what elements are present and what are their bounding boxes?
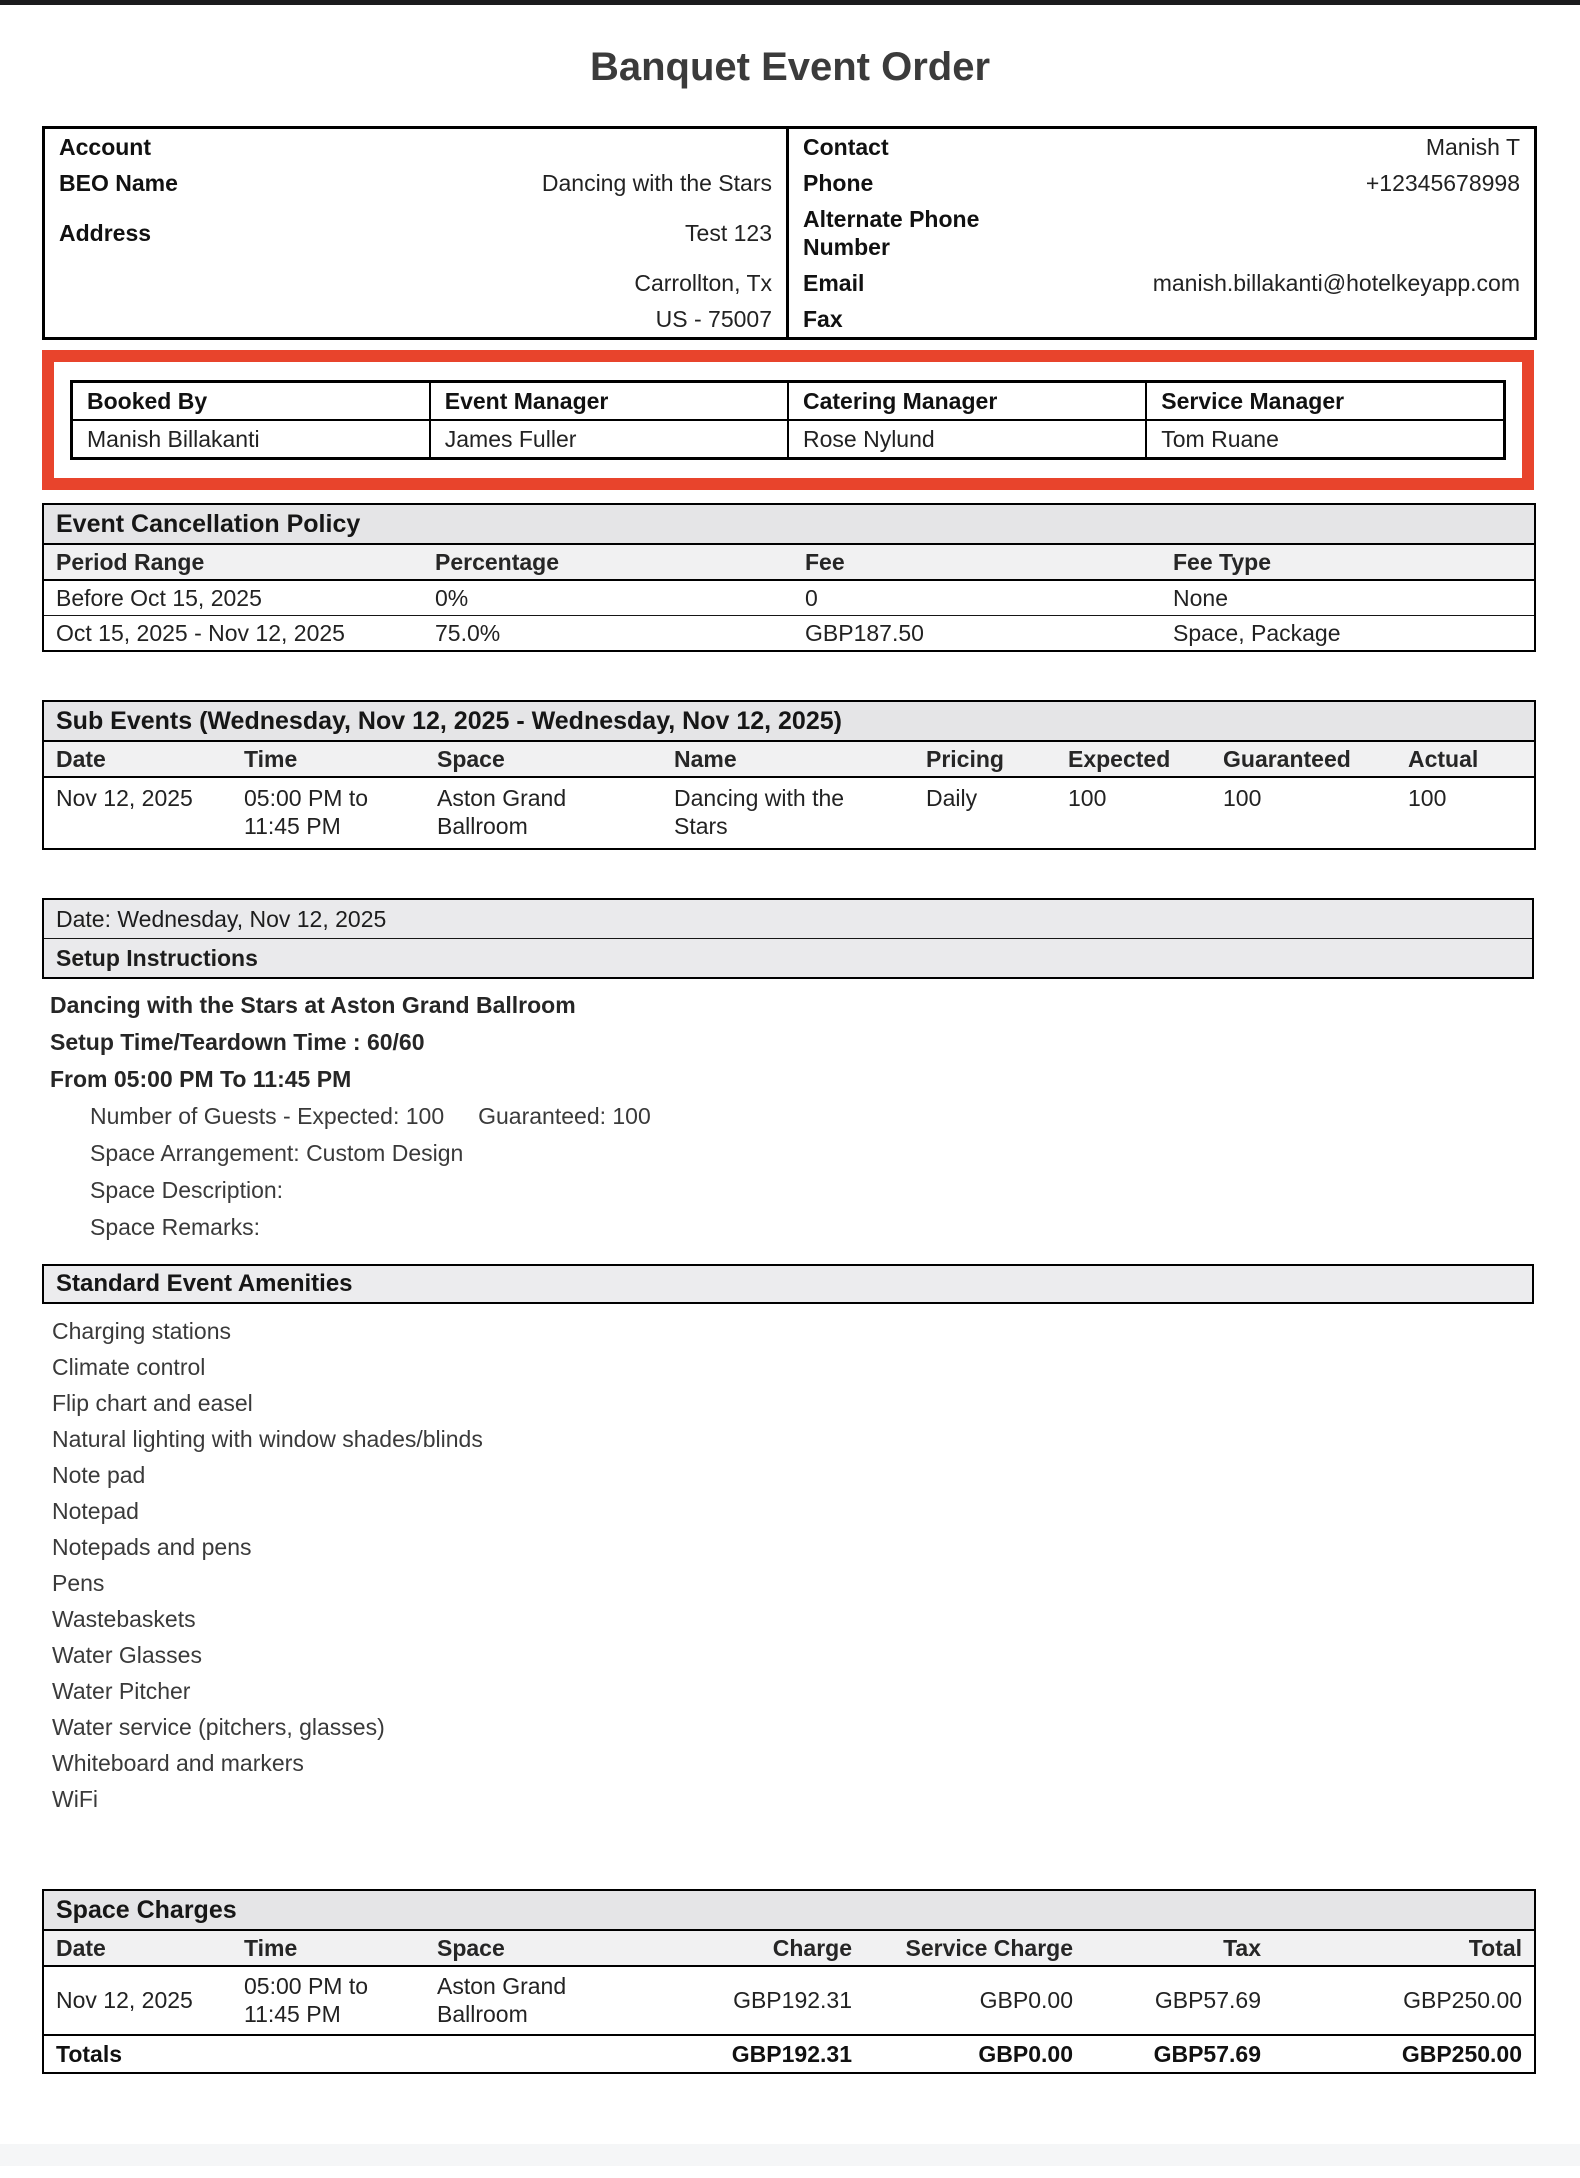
service-charge-cell: GBP0.00	[864, 1966, 1085, 2035]
fax-value	[1040, 301, 1536, 339]
from-to-line: From 05:00 PM To 11:45 PM	[50, 1066, 352, 1092]
amenity-item: Note pad	[52, 1462, 146, 1488]
amenity-item: Water Glasses	[52, 1642, 202, 1668]
fax-label: Fax	[788, 301, 1040, 339]
beo-name-label: BEO Name	[59, 170, 178, 196]
actual-cell: 100	[1408, 785, 1447, 811]
amenity-item: Whiteboard and markers	[52, 1750, 304, 1776]
column-header: Fee Type	[1161, 544, 1535, 580]
space-remarks-line: Space Remarks:	[90, 1214, 261, 1240]
beo-name-value: Dancing with the Stars	[541, 170, 772, 196]
total-cell: GBP250.00	[1273, 1966, 1535, 2035]
address-value-line3: US - 75007	[655, 306, 772, 332]
space-cell: Aston Grand Ballroom	[425, 1966, 667, 2035]
period-range-cell: Oct 15, 2025 - Nov 12, 2025	[56, 620, 345, 646]
table-row	[43, 580, 1535, 616]
alternate-phone-value	[1040, 201, 1536, 265]
tax-cell: GBP57.69	[1085, 1966, 1273, 2035]
column-header: Space	[425, 741, 662, 777]
amenity-item: Water service (pitchers, glasses)	[52, 1714, 385, 1740]
address-label: Address	[59, 220, 152, 246]
column-header: Date	[43, 1930, 232, 1966]
space-charges-table	[42, 1889, 1536, 2074]
pricing-cell: Daily	[926, 785, 978, 811]
catering-manager-value: Rose Nylund	[788, 420, 1146, 459]
amenity-item: Notepads and pens	[52, 1534, 252, 1560]
amenity-item: Pens	[52, 1570, 105, 1596]
setup-details	[42, 987, 1534, 1246]
amenity-item: Wastebaskets	[52, 1606, 196, 1632]
column-header: Name	[662, 741, 914, 777]
space-description-line: Space Description:	[90, 1177, 284, 1203]
phone-label: Phone	[788, 165, 1040, 201]
page-bottom-fade	[0, 2144, 1580, 2166]
totals-row	[43, 2035, 1535, 2073]
guests-guaranteed: Guaranteed: 100	[478, 1103, 651, 1129]
totals-total: GBP250.00	[1273, 2035, 1535, 2073]
cancellation-policy-table	[42, 503, 1536, 652]
email-value: manish.billakanti@hotelkeyapp.com	[1152, 270, 1520, 296]
percentage-cell: 75.0%	[435, 620, 501, 646]
totals-tax: GBP57.69	[1085, 2035, 1273, 2073]
date-bar	[43, 899, 1533, 939]
column-header: Actual	[1396, 741, 1535, 777]
column-header: Expected	[1056, 741, 1211, 777]
table-row	[72, 420, 1505, 459]
booked-by-header: Booked By	[72, 382, 430, 421]
fee-type-cell: None	[1161, 580, 1535, 616]
section-title: Space Charges	[43, 1890, 1535, 1930]
contact-value: Manish T	[1425, 134, 1520, 160]
email-label: Email	[788, 265, 1040, 301]
table-row	[44, 201, 1536, 265]
address-value-line1: Test 123	[685, 220, 772, 246]
column-header: Service Charge	[864, 1930, 1085, 1966]
column-header: Total	[1273, 1930, 1535, 1966]
amenity-item: Flip chart and easel	[52, 1390, 253, 1416]
column-header: Pricing	[914, 741, 1056, 777]
column-header: Percentage	[423, 544, 793, 580]
guaranteed-cell: 100	[1223, 785, 1262, 811]
phone-value: +12345678998	[1365, 170, 1520, 196]
amenity-item: Climate control	[52, 1354, 206, 1380]
catering-manager-header: Catering Manager	[788, 382, 1146, 421]
cancellation-policy-title-bar	[43, 504, 1535, 544]
column-header: Date	[43, 741, 232, 777]
totals-label: Totals	[43, 2035, 232, 2073]
top-edge-bar	[0, 0, 1580, 5]
column-header: Space	[425, 1930, 667, 1966]
account-contact-table	[42, 126, 1537, 340]
expected-cell: 100	[1068, 785, 1107, 811]
table-header-row	[43, 1930, 1535, 1966]
amenity-item: Water Pitcher	[52, 1678, 191, 1704]
totals-service-charge: GBP0.00	[864, 2035, 1085, 2073]
managers-highlight-box	[42, 350, 1534, 490]
date-bar-text: Date: Wednesday, Nov 12, 2025	[43, 899, 1533, 939]
amenities-list	[42, 1313, 1534, 1817]
day-header-bars	[42, 898, 1534, 979]
alternate-phone-label: Alternate Phone Number	[788, 201, 1040, 265]
table-row	[44, 301, 1536, 339]
time-cell: 05:00 PM to 11:45 PM	[232, 1966, 425, 2035]
charge-cell: GBP192.31	[667, 1966, 864, 2035]
date-cell: Nov 12, 2025	[56, 785, 193, 811]
setup-instructions-bar	[43, 939, 1533, 979]
column-header: Guaranteed	[1211, 741, 1396, 777]
column-header: Fee	[793, 544, 1161, 580]
service-manager-value: Tom Ruane	[1146, 420, 1504, 459]
date-cell: Nov 12, 2025	[43, 1966, 232, 2035]
space-arrangement-line: Space Arrangement: Custom Design	[90, 1140, 464, 1166]
column-header: Period Range	[43, 544, 423, 580]
column-header: Tax	[1085, 1930, 1273, 1966]
section-title: Event Cancellation Policy	[43, 504, 1535, 544]
table-header-row	[43, 544, 1535, 580]
contact-label: Contact	[788, 128, 1040, 166]
address-value-line2: Carrollton, Tx	[634, 270, 772, 296]
amenity-item: Charging stations	[52, 1318, 231, 1344]
table-row	[43, 616, 1535, 652]
space-charges-title-bar	[43, 1890, 1535, 1930]
fee-cell: 0	[793, 580, 1161, 616]
setup-instructions-text: Setup Instructions	[43, 939, 1533, 979]
event-manager-value: James Fuller	[430, 420, 788, 459]
table-row	[43, 1966, 1535, 2035]
event-space-line: Dancing with the Stars at Aston Grand Ballroom	[50, 992, 576, 1018]
table-row	[44, 265, 1536, 301]
page-title: Banquet Event Order	[589, 45, 991, 89]
section-title: Sub Events (Wednesday, Nov 12, 2025 - Wednesday, Nov 12, 2025)	[43, 701, 1535, 741]
setup-teardown-line: Setup Time/Teardown Time : 60/60	[50, 1029, 425, 1055]
column-header: Time	[232, 741, 425, 777]
document-body	[42, 126, 1534, 2074]
period-range-cell: Before Oct 15, 2025	[43, 580, 423, 616]
column-header: Time	[232, 1930, 425, 1966]
guests-expected: Number of Guests - Expected: 100	[90, 1103, 445, 1129]
table-header-row	[43, 741, 1535, 777]
column-header: Charge	[667, 1930, 864, 1966]
amenity-item: Notepad	[52, 1498, 139, 1524]
time-cell: 05:00 PM to 11:45 PM	[244, 785, 369, 839]
table-row	[72, 382, 1505, 421]
booked-by-value: Manish Billakanti	[72, 420, 430, 459]
table-row	[43, 777, 1535, 849]
guests-line	[50, 1098, 1534, 1135]
fee-cell: GBP187.50	[805, 620, 924, 646]
account-value	[274, 128, 788, 166]
name-cell: Dancing with the Stars	[674, 785, 845, 839]
space-cell: Aston Grand Ballroom	[437, 785, 567, 839]
sub-events-table	[42, 700, 1536, 850]
event-manager-header: Event Manager	[430, 382, 788, 421]
table-row	[44, 165, 1536, 201]
percentage-cell: 0%	[423, 580, 793, 616]
amenity-item: Natural lighting with window shades/blinds	[52, 1426, 483, 1452]
section-title: Standard Event Amenities	[43, 1265, 1533, 1303]
service-manager-header: Service Manager	[1146, 382, 1504, 421]
sub-events-title-bar	[43, 701, 1535, 741]
amenities-header-bar	[42, 1264, 1534, 1304]
table-row	[44, 128, 1536, 166]
account-label: Account	[59, 134, 151, 160]
fee-type-cell: Space, Package	[1173, 620, 1341, 646]
managers-table	[70, 380, 1506, 460]
amenity-item: WiFi	[52, 1786, 98, 1812]
totals-charge: GBP192.31	[667, 2035, 864, 2073]
